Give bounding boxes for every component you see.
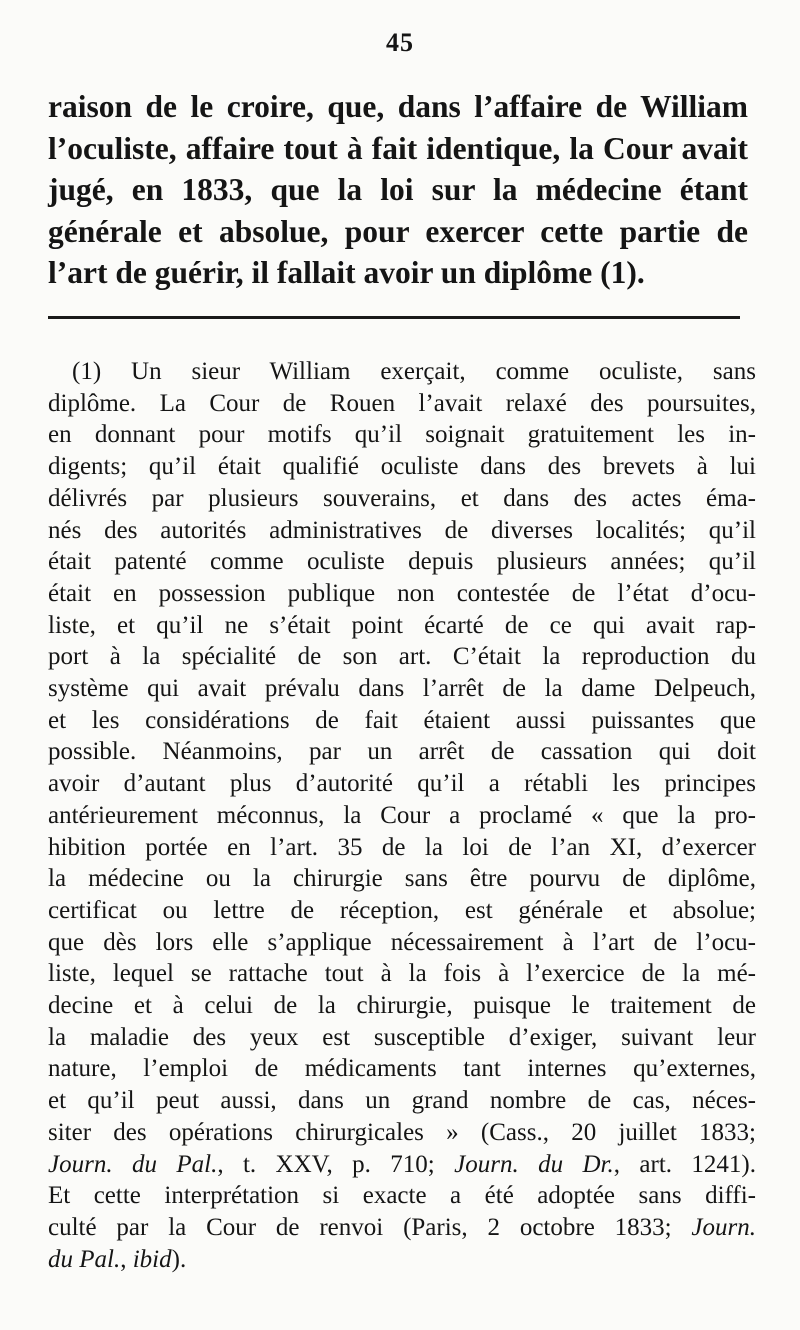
footnote-line	[48, 927, 756, 959]
footnote-text: , t. XXV, p. 710;	[217, 1150, 455, 1178]
footnote-text: antérieurement méconnus, la Cour a proclamé « que la pro-	[48, 801, 756, 829]
footnote-line	[48, 546, 756, 578]
footnote-line	[48, 451, 756, 483]
footnote-line	[48, 578, 756, 610]
footnote-text: hibition portée en l’art. 35 de la loi de l’an XI, d’exercer	[48, 833, 756, 861]
footnote-line	[48, 1053, 756, 1085]
footnote-text: système qui avait prévalu dans l’arrêt de la dame Delpeuch,	[48, 675, 756, 703]
footnote-text: nature, l’emploi de médicaments tant internes qu’externes,	[48, 1055, 756, 1083]
footnote-text: diplôme. La Cour de Rouen l’avait relaxé des poursuites,	[48, 389, 756, 417]
footnote-line	[48, 1180, 756, 1212]
footnote-line	[48, 1149, 756, 1181]
footnote-line	[48, 705, 756, 737]
footnote-line	[48, 832, 756, 864]
citation-italic: ibid	[132, 1245, 172, 1273]
footnote-line	[48, 419, 756, 451]
footnote-text: port à la spécialité de son art. C’était la reproduction du	[48, 643, 756, 671]
footnote-text: decine et à celui de la chirurgie, puisque le traitement de	[48, 992, 756, 1020]
main-line: générale et absolue, pour exercer cette partie de	[48, 213, 748, 249]
citation-italic: Journ.	[691, 1213, 756, 1241]
footnote-text: culté par la Cour de renvoi (Paris, 2 octobre 1833;	[48, 1213, 692, 1241]
footnote-text: , art. 1241).	[613, 1150, 756, 1178]
footnote-text: ,	[120, 1245, 133, 1273]
footnote-separator-rule	[48, 316, 740, 319]
main-line: l’art de guérir, il fallait avoir un diplôme (1).	[48, 255, 645, 290]
footnote-line	[48, 1022, 756, 1054]
footnote-line	[48, 736, 756, 768]
footnote-line	[48, 515, 756, 547]
page-number: 45	[386, 28, 414, 57]
footnote-text: avoir d’autant plus d’autorité qu’il a rétabli les principes	[48, 770, 756, 798]
footnote-text: (1) Un sieur William exerçait, comme oculiste, sans	[72, 358, 756, 385]
footnote-text: était en possession publique non contestée de l’état d’ocu-	[48, 579, 756, 607]
footnote-text: liste, et qu’il ne s’était point écarté de ce qui avait rap-	[48, 611, 756, 639]
footnote-line	[48, 388, 756, 420]
footnote	[48, 356, 756, 1275]
footnote-line	[48, 356, 756, 388]
footnote-line	[48, 1212, 756, 1244]
footnote-line	[48, 641, 756, 673]
footnote-text: possible. Néanmoins, par un arrêt de cassation qui doit	[48, 738, 756, 766]
footnote-text: Et cette interprétation si exacte a été adoptée sans diffi-	[48, 1182, 756, 1210]
footnote-line	[48, 958, 756, 990]
citation-italic: Journ. du Pal.	[48, 1150, 218, 1178]
footnote-line	[48, 483, 756, 515]
footnote-line	[48, 768, 756, 800]
footnote-line	[48, 863, 756, 895]
footnote-line	[48, 800, 756, 832]
footnote-line	[48, 1244, 756, 1276]
footnote-text: la maladie des yeux est susceptible d’exiger, suivant leur	[48, 1023, 756, 1051]
main-paragraph	[48, 86, 748, 294]
footnote-line	[48, 1117, 756, 1149]
footnote-text: et les considérations de fait étaient aussi puissantes que	[48, 706, 756, 734]
footnote-text: en donnant pour motifs qu’il soignait gratuitement les in-	[48, 421, 756, 449]
footnote-text: la médecine ou la chirurgie sans être pourvu de diplôme,	[48, 865, 756, 893]
main-line: jugé, en 1833, que la loi sur la médecine étant	[48, 172, 748, 207]
footnote-text: liste, lequel se rattache tout à la fois à l’exercice de la mé-	[48, 960, 756, 988]
footnote-line	[48, 1085, 756, 1117]
footnote-text: que dès lors elle s’applique nécessairement à l’art de l’ocu-	[48, 928, 756, 956]
main-line: raison de le croire, que, dans l’affaire de William	[48, 89, 748, 124]
citation-italic: Journ. du Dr.	[454, 1150, 614, 1178]
footnote-line	[48, 673, 756, 705]
footnote-text: nés des autorités administratives de diverses localités; qu’il	[48, 516, 756, 544]
citation-italic: du Pal.	[48, 1245, 121, 1273]
footnote-line	[48, 990, 756, 1022]
main-line: l’oculiste, affaire tout à fait identique, la Cour avait	[48, 130, 748, 166]
footnote-text: délivrés par plusieurs souverains, et dans des actes éma-	[48, 484, 756, 512]
footnote-text: certificat ou lettre de réception, est générale et absolue;	[48, 896, 756, 924]
footnote-text: digents; qu’il était qualifié oculiste dans des brevets à lui	[48, 453, 756, 481]
footnote-text: était patenté comme oculiste depuis plusieurs années; qu’il	[48, 548, 756, 576]
footnote-text: et qu’il peut aussi, dans un grand nombre de cas, néces-	[48, 1087, 756, 1115]
footnote-line	[48, 895, 756, 927]
footnote-line	[48, 610, 756, 642]
footnote-text: ).	[171, 1245, 187, 1273]
footnote-text: siter des opérations chirurgicales » (Cass., 20 juillet 1833;	[48, 1118, 756, 1146]
